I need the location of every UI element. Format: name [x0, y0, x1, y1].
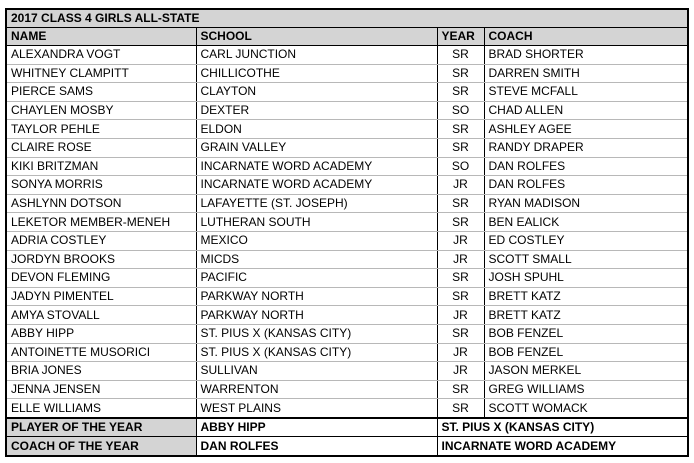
award-school: ST. PIUS X (KANSAS CITY): [437, 418, 688, 437]
table-row: [6, 194, 688, 213]
cell-school: INCARNATE WORD ACADEMY: [196, 157, 437, 176]
table-row: [6, 101, 688, 120]
cell-year: SR: [437, 83, 484, 102]
cell-name: PIERCE SAMS: [6, 83, 196, 102]
cell-school: ST. PIUS X (KANSAS CITY): [196, 343, 437, 362]
cell-year: SR: [437, 287, 484, 306]
cell-coach: DAN ROLFES: [484, 176, 688, 195]
cell-name: TAYLOR PEHLE: [6, 120, 196, 139]
award-row: [6, 418, 688, 437]
award-row: [6, 437, 688, 456]
cell-year: SR: [437, 324, 484, 343]
table-row: [6, 287, 688, 306]
table-row: [6, 399, 688, 418]
cell-school: MICDS: [196, 250, 437, 269]
cell-name: WHITNEY CLAMPITT: [6, 64, 196, 83]
cell-year: SO: [437, 101, 484, 120]
table-row: [6, 176, 688, 195]
cell-year: SR: [437, 46, 484, 65]
cell-school: LUTHERAN SOUTH: [196, 213, 437, 232]
cell-name: DEVON FLEMING: [6, 269, 196, 288]
cell-name: JADYN PIMENTEL: [6, 287, 196, 306]
cell-coach: RANDY DRAPER: [484, 138, 688, 157]
cell-year: SR: [437, 213, 484, 232]
cell-coach: GREG WILLIAMS: [484, 380, 688, 399]
title-row: [6, 9, 688, 28]
cell-school: PARKWAY NORTH: [196, 287, 437, 306]
cell-school: CHILLICOTHE: [196, 64, 437, 83]
cell-year: SR: [437, 269, 484, 288]
cell-school: INCARNATE WORD ACADEMY: [196, 176, 437, 195]
cell-year: JR: [437, 362, 484, 381]
cell-coach: BRETT KATZ: [484, 287, 688, 306]
cell-coach: BOB FENZEL: [484, 324, 688, 343]
cell-year: SR: [437, 64, 484, 83]
cell-coach: SCOTT WOMACK: [484, 399, 688, 418]
cell-name: SONYA MORRIS: [6, 176, 196, 195]
cell-coach: RYAN MADISON: [484, 194, 688, 213]
cell-name: AMYA STOVALL: [6, 306, 196, 325]
cell-year: JR: [437, 231, 484, 250]
cell-name: ASHLYNN DOTSON: [6, 194, 196, 213]
cell-name: ABBY HIPP: [6, 324, 196, 343]
cell-coach: DAN ROLFES: [484, 157, 688, 176]
cell-coach: ASHLEY AGEE: [484, 120, 688, 139]
all-state-table: [5, 8, 689, 457]
cell-school: DEXTER: [196, 101, 437, 120]
table-row: [6, 138, 688, 157]
header-name: NAME: [6, 28, 196, 46]
cell-name: CLAIRE ROSE: [6, 138, 196, 157]
table-row: [6, 157, 688, 176]
cell-school: ELDON: [196, 120, 437, 139]
cell-year: SR: [437, 120, 484, 139]
table-row: [6, 269, 688, 288]
cell-year: SR: [437, 399, 484, 418]
table-row: [6, 213, 688, 232]
cell-school: CARL JUNCTION: [196, 46, 437, 65]
cell-year: SO: [437, 157, 484, 176]
cell-coach: JASON MERKEL: [484, 362, 688, 381]
cell-year: JR: [437, 176, 484, 195]
header-year: YEAR: [437, 28, 484, 46]
cell-year: SR: [437, 138, 484, 157]
award-recipient: ABBY HIPP: [196, 418, 437, 437]
cell-year: JR: [437, 343, 484, 362]
cell-name: ANTOINETTE MUSORICI: [6, 343, 196, 362]
cell-school: CLAYTON: [196, 83, 437, 102]
cell-coach: DARREN SMITH: [484, 64, 688, 83]
cell-school: MEXICO: [196, 231, 437, 250]
table-row: [6, 231, 688, 250]
cell-year: SR: [437, 194, 484, 213]
cell-name: JENNA JENSEN: [6, 380, 196, 399]
cell-year: SR: [437, 380, 484, 399]
cell-coach: ED COSTLEY: [484, 231, 688, 250]
award-school: INCARNATE WORD ACADEMY: [437, 437, 688, 456]
header-school: SCHOOL: [196, 28, 437, 46]
header-row: [6, 28, 688, 46]
cell-coach: BEN EALICK: [484, 213, 688, 232]
table-row: [6, 380, 688, 399]
cell-name: ELLE WILLIAMS: [6, 399, 196, 418]
cell-coach: BOB FENZEL: [484, 343, 688, 362]
cell-coach: CHAD ALLEN: [484, 101, 688, 120]
cell-school: GRAIN VALLEY: [196, 138, 437, 157]
cell-coach: BRETT KATZ: [484, 306, 688, 325]
award-label: PLAYER OF THE YEAR: [6, 418, 196, 437]
cell-coach: JOSH SPUHL: [484, 269, 688, 288]
cell-year: JR: [437, 306, 484, 325]
cell-school: WEST PLAINS: [196, 399, 437, 418]
table-row: [6, 324, 688, 343]
cell-name: CHAYLEN MOSBY: [6, 101, 196, 120]
table-row: [6, 64, 688, 83]
table-row: [6, 46, 688, 65]
cell-year: JR: [437, 250, 484, 269]
table-row: [6, 362, 688, 381]
table-row: [6, 83, 688, 102]
cell-school: WARRENTON: [196, 380, 437, 399]
cell-school: ST. PIUS X (KANSAS CITY): [196, 324, 437, 343]
cell-name: KIKI BRITZMAN: [6, 157, 196, 176]
award-label: COACH OF THE YEAR: [6, 437, 196, 456]
cell-name: BRIA JONES: [6, 362, 196, 381]
header-coach: COACH: [484, 28, 688, 46]
cell-name: ADRIA COSTLEY: [6, 231, 196, 250]
cell-name: LEKETOR MEMBER-MENEH: [6, 213, 196, 232]
cell-coach: STEVE MCFALL: [484, 83, 688, 102]
cell-coach: BRAD SHORTER: [484, 46, 688, 65]
table-row: [6, 120, 688, 139]
cell-name: ALEXANDRA VOGT: [6, 46, 196, 65]
table-row: [6, 250, 688, 269]
table-row: [6, 306, 688, 325]
cell-name: JORDYN BROOKS: [6, 250, 196, 269]
cell-school: LAFAYETTE (ST. JOSEPH): [196, 194, 437, 213]
cell-school: PARKWAY NORTH: [196, 306, 437, 325]
award-recipient: DAN ROLFES: [196, 437, 437, 456]
cell-school: PACIFIC: [196, 269, 437, 288]
cell-coach: SCOTT SMALL: [484, 250, 688, 269]
table-title: 2017 CLASS 4 GIRLS ALL-STATE: [6, 9, 688, 28]
cell-school: SULLIVAN: [196, 362, 437, 381]
table-row: [6, 343, 688, 362]
